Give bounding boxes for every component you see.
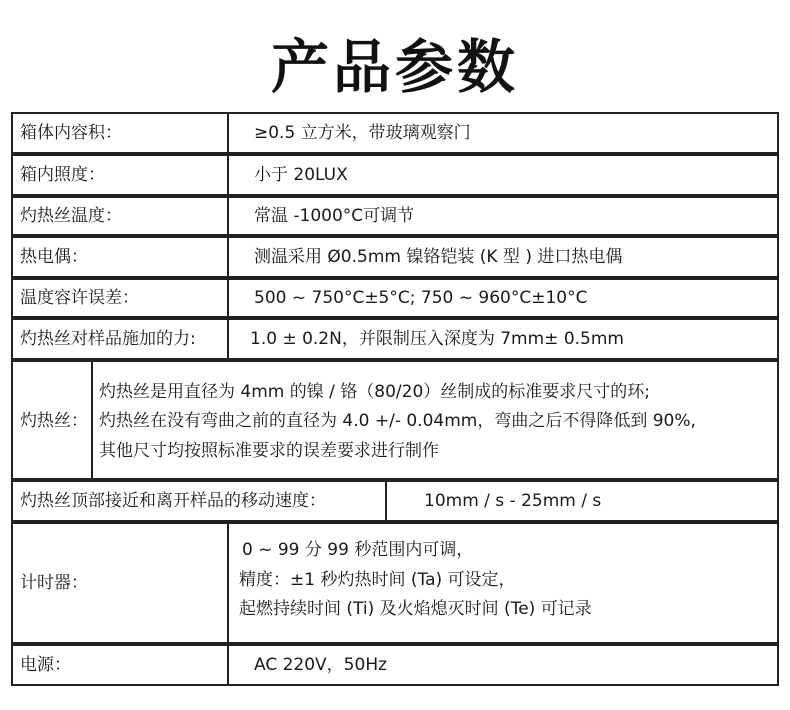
row-label: 箱内照度： xyxy=(20,165,105,185)
row-label: 灼热丝： xyxy=(20,411,88,431)
row-value: 500 ~ 750°C±5°C; 750 ~ 960°C±10°C xyxy=(254,288,588,308)
row-label: 温度容许误差： xyxy=(20,288,139,308)
row-divider xyxy=(227,236,229,278)
row-divider xyxy=(91,360,93,480)
row-divider xyxy=(227,112,229,154)
row-divider xyxy=(227,644,229,686)
row-label: 箱体内容积： xyxy=(20,123,122,143)
row-divider xyxy=(227,278,229,318)
row-value-line: 其他尺寸均按照标准要求的误差要求进行制作 xyxy=(99,441,439,461)
row-value: ≥0.5 立方米，带玻璃观察门 xyxy=(254,123,471,143)
row-value: 常温 -1000°C可调节 xyxy=(254,206,415,226)
row-label: 灼热丝对样品施加的力: xyxy=(20,329,196,349)
row-value: 小于 20LUX xyxy=(254,165,348,185)
row-label: 灼热丝顶部接近和离开样品的移动速度： xyxy=(20,491,326,511)
row-value: 10mm / s - 25mm / s xyxy=(424,491,602,511)
row-value-line: 灼热丝在没有弯曲之前的直径为 4.0 +/- 0.04mm，弯曲之后不得降低到 90%, xyxy=(99,411,696,431)
row-divider xyxy=(385,480,387,522)
row-value: 测温采用 Ø0.5mm 镍铬铠装 (K 型 ) 进口热电偶 xyxy=(254,247,623,267)
row-value-line: 0 ~ 99 分 99 秒范围内可调， xyxy=(242,540,474,560)
row-value: 1.0 ± 0.2N，并限制压入深度为 7mm± 0.5mm xyxy=(250,329,624,349)
row-label: 电源： xyxy=(20,655,71,675)
row-divider xyxy=(227,318,229,360)
table-row xyxy=(11,644,779,686)
row-divider xyxy=(227,196,229,236)
row-label: 热电偶： xyxy=(20,247,88,267)
row-value: AC 220V，50Hz xyxy=(254,655,388,675)
row-value-line: 起燃持续时间 (Ti) 及火焰熄灭时间 (Te) 可记录 xyxy=(239,599,592,619)
table-row xyxy=(11,154,779,196)
row-value-line: 精度：±1 秒灼热时间 (Ta) 可设定， xyxy=(239,570,516,590)
row-divider xyxy=(227,522,229,644)
row-label: 灼热丝温度： xyxy=(20,206,122,226)
row-divider xyxy=(227,154,229,196)
row-label: 计时器： xyxy=(20,573,88,593)
row-value-line: 灼热丝是用直径为 4mm 的镍 / 铬（80/20）丝制成的标准要求尺寸的环; xyxy=(99,382,650,402)
page-title: 产品参数 xyxy=(270,33,519,101)
